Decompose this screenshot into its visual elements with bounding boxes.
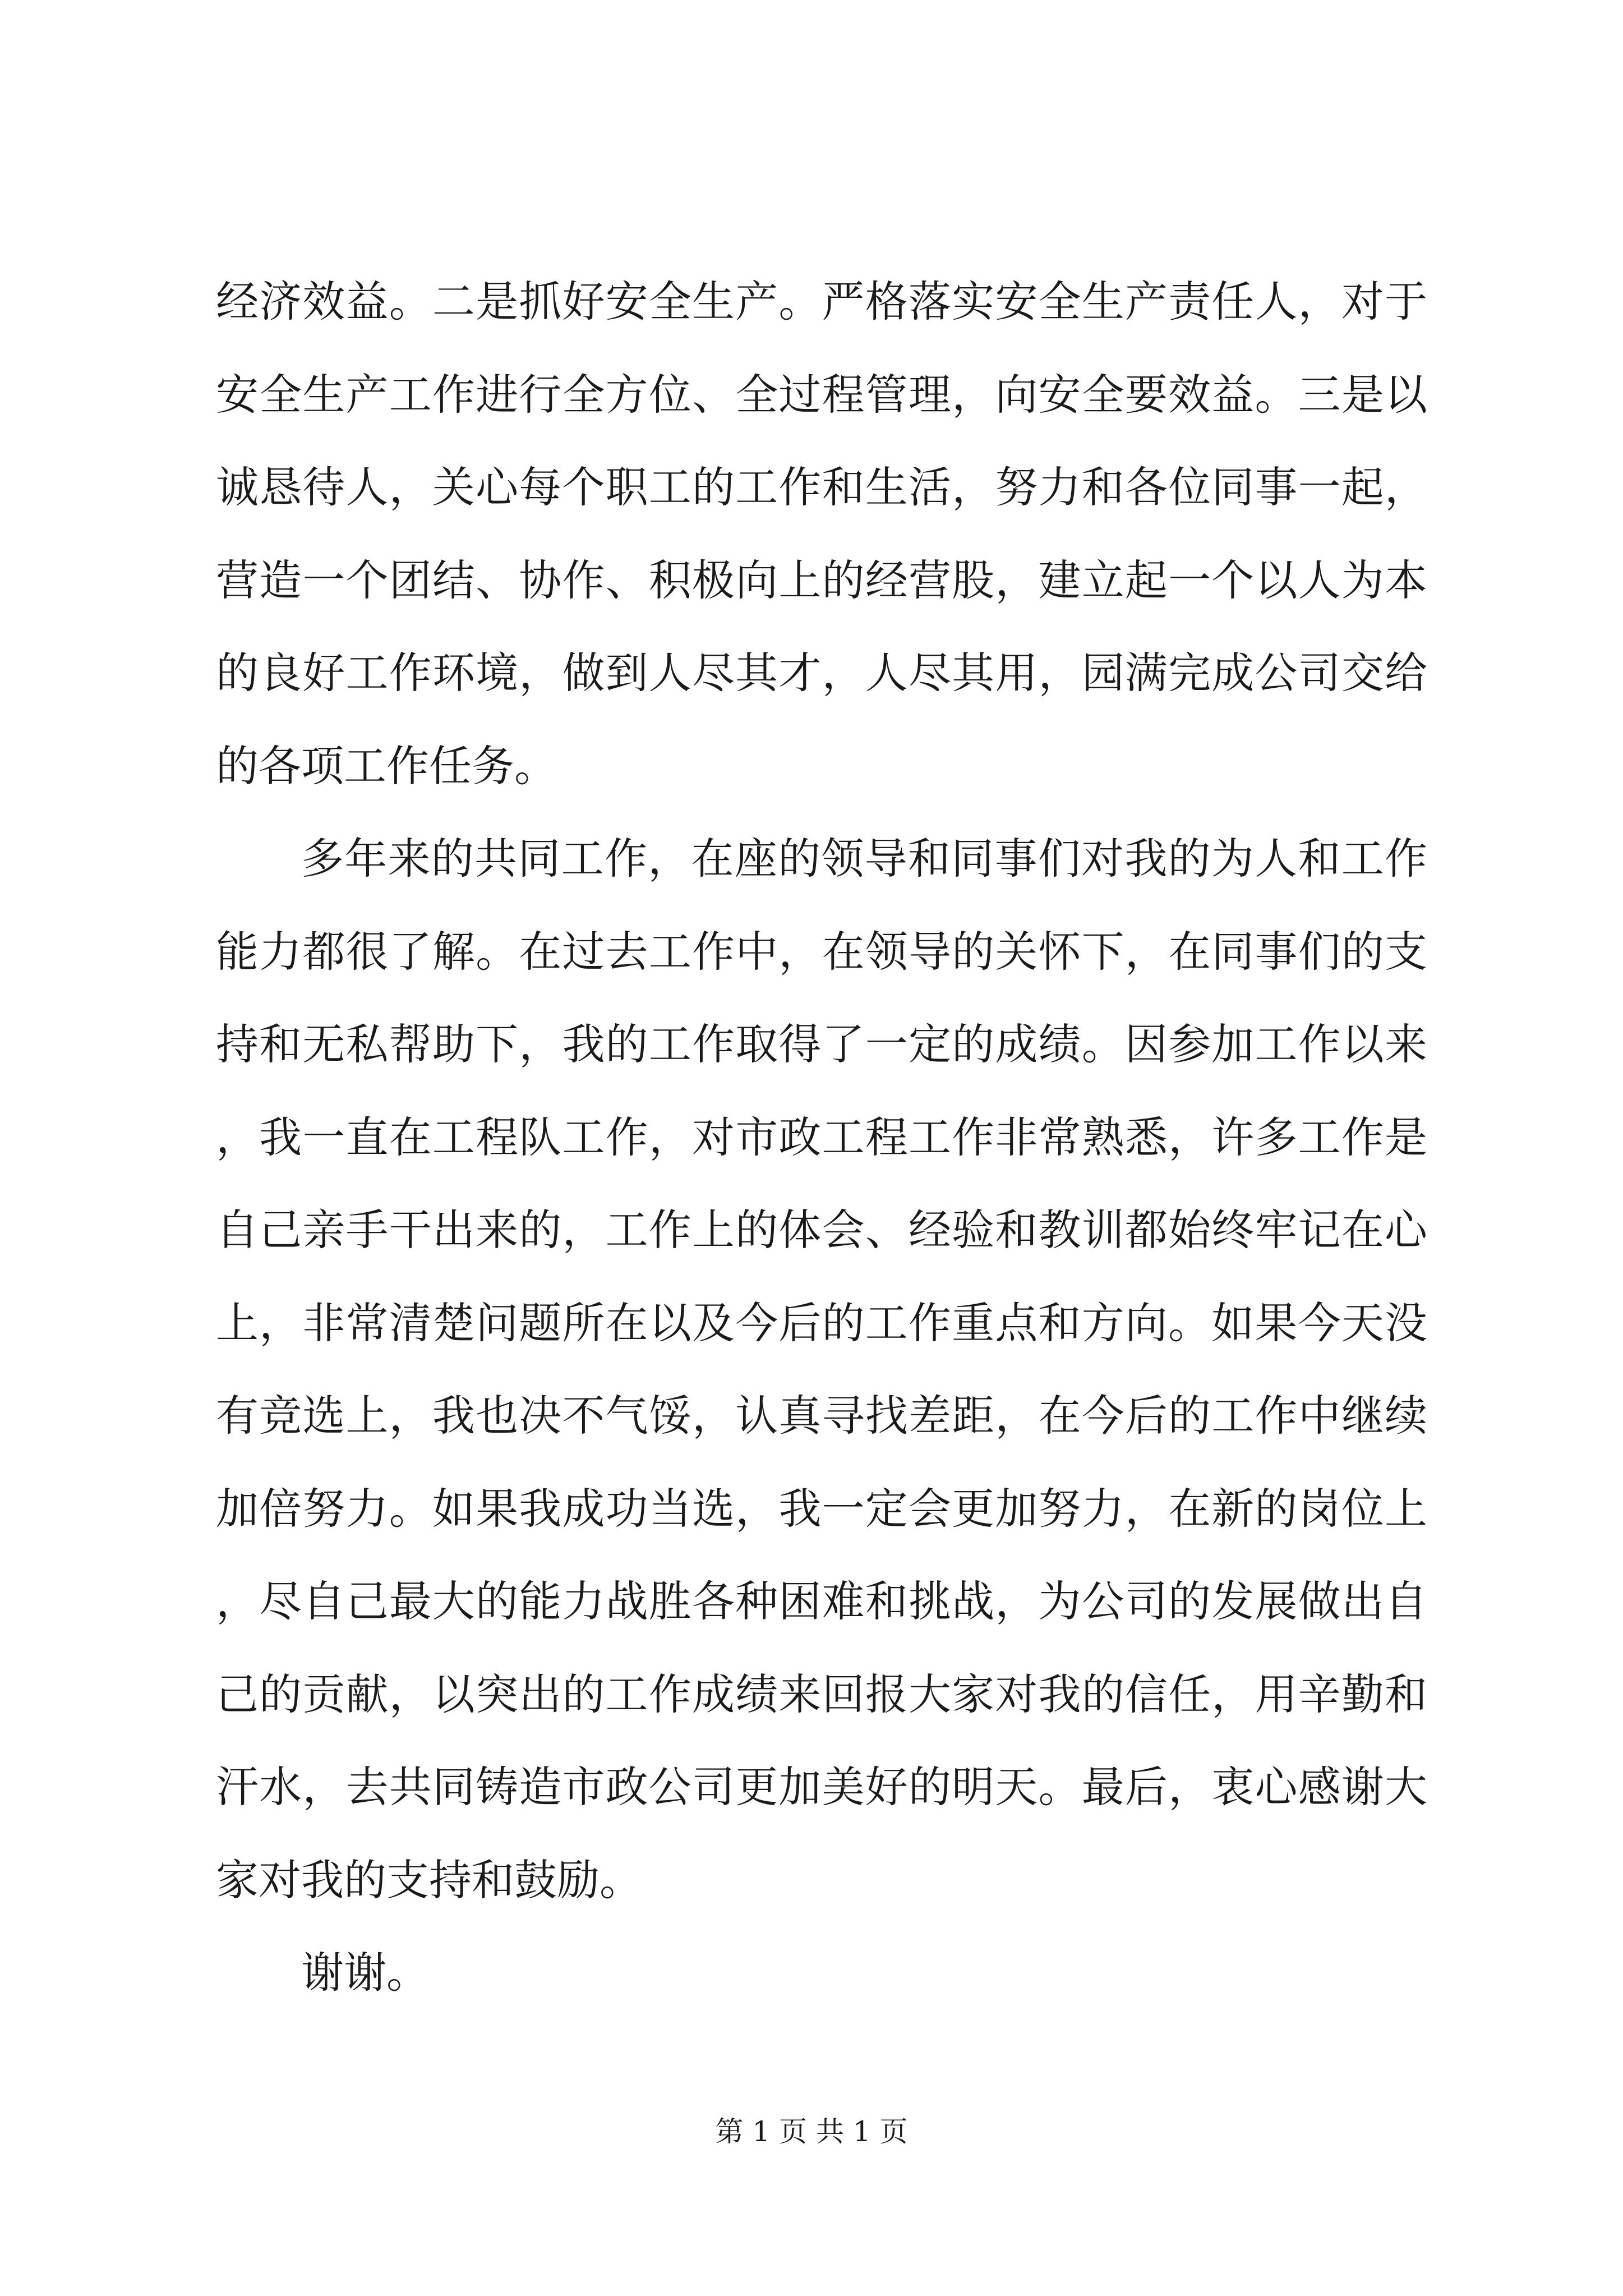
paragraph-main: 多年来的共同工作，在座的领导和同事们对我的为人和工作能力都很了解。在过去工作中，在领导的关怀下，在同事们的支持和无私帮助下，我的工作取得了一定的成绩。因参加工作以来，我一直在工程队工作，对市政工程工作非常熟悉，许多工作是自己亲手干出来的，工作上的体会、经验和教训都始终牢记在心上，非常清楚问题所在以及今后的工作重点和方向。如果今天没有竞选上，我也决不气馁，认真寻找差距，在今后的工作中继续加倍努力。如果我成功当选，我一定会更加努力，在新的岗位上，尽自己最大的能力战胜各种困难和挑战，为公司的发展做出自己的贡献，以突出的工作成绩来回报大家对我的信任，用辛勤和汗水，去共同铸造市政公司更加美好的明天。最后，衷心感谢大家对我的支持和鼓励。 bbox=[216, 834, 1427, 1905]
document-body bbox=[216, 255, 1427, 2019]
paragraph-continuation: 经济效益。二是抓好安全生产。严格落实安全生产责任人，对于安全生产工作进行全方位、全过程管理，向安全要效益。三是以诚恳待人，关心每个职工的工作和生活，努力和各位同事一起，营造一个团结、协作、积极向上的经营股，建立起一个以人为本的良好工作环境，做到人尽其才，人尽其用，园满完成公司交给的各项工作任务。 bbox=[216, 277, 1427, 791]
paragraph-thanks: 谢谢。 bbox=[301, 1948, 429, 1998]
page-number-footer: 第 1 页 共 1 页 bbox=[715, 2115, 908, 2148]
